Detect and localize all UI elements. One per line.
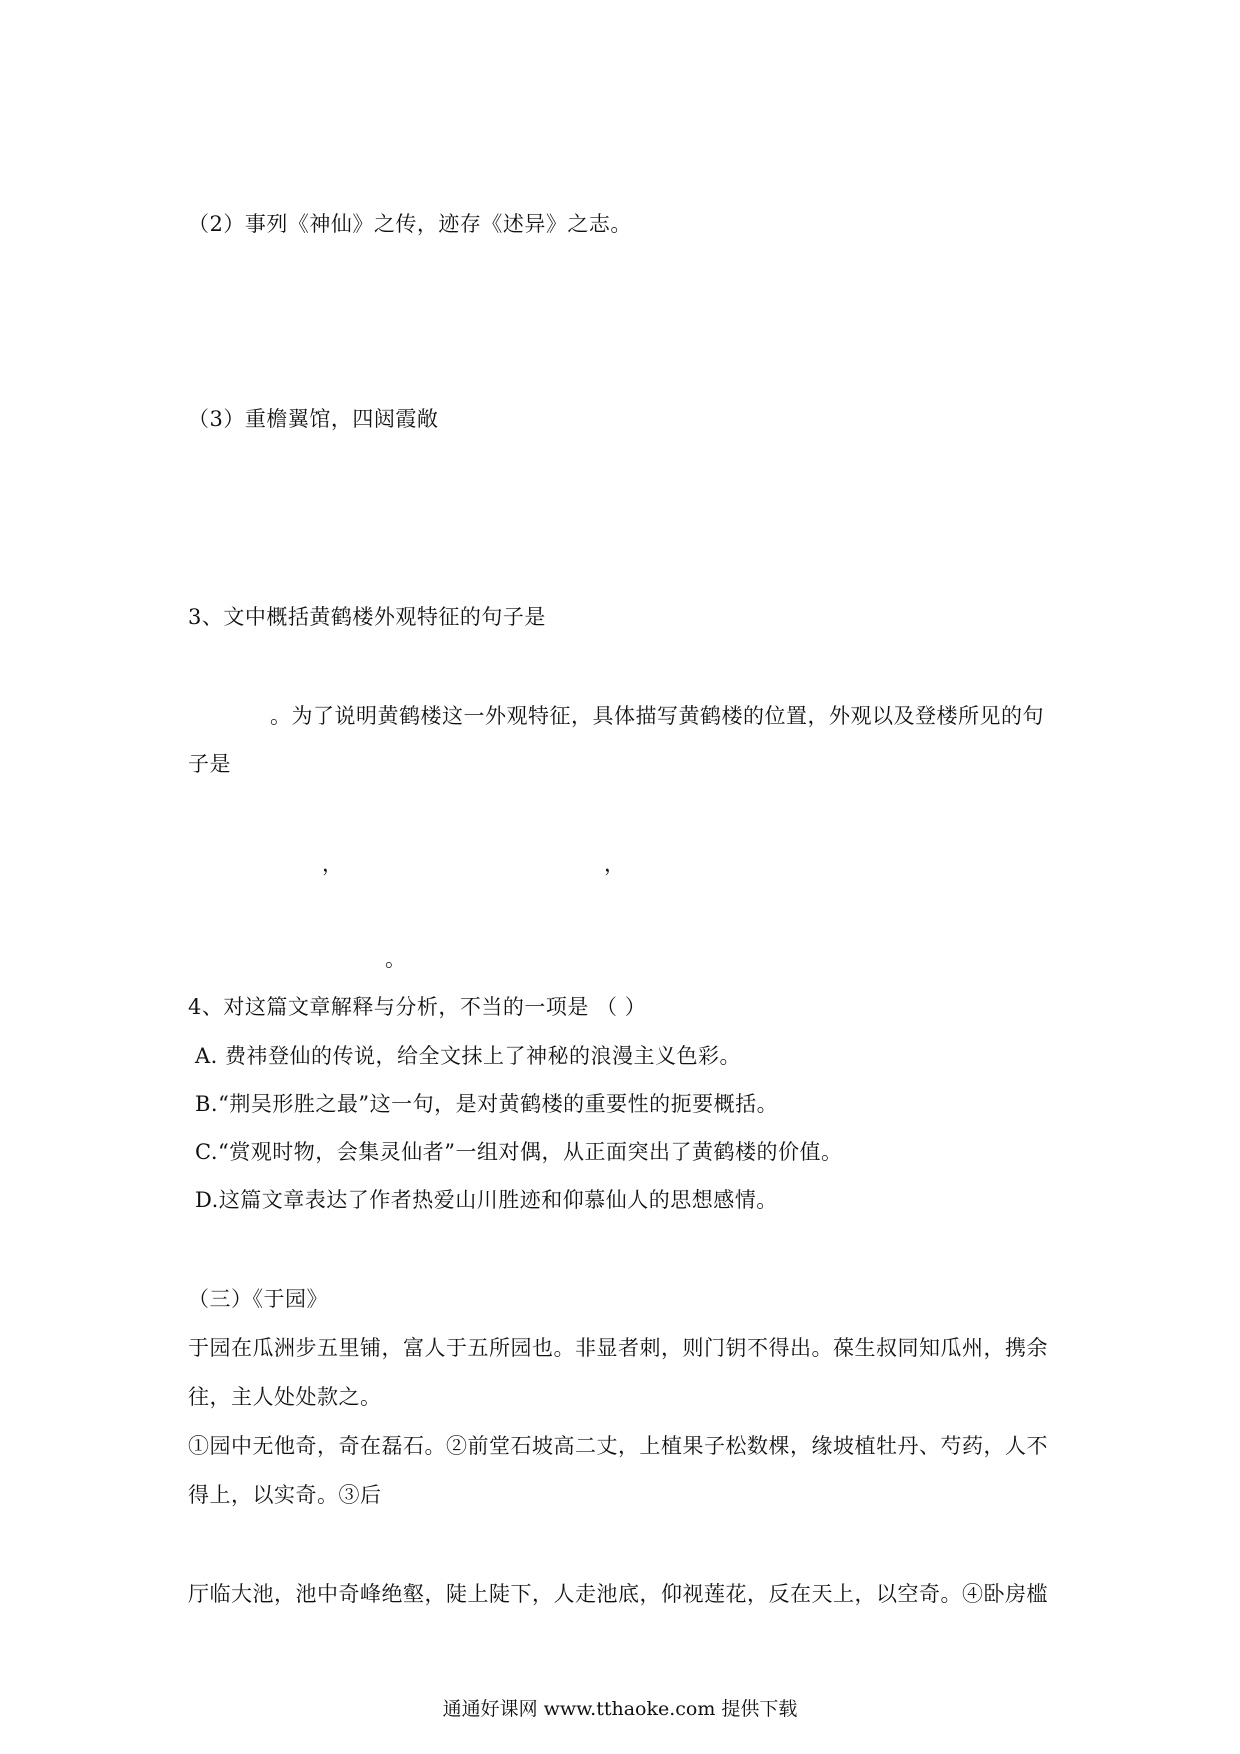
- question-2-item-2: （2）事列《神仙》之传，迹存《述异》之志。: [188, 212, 632, 236]
- section-3-heading: （三）《于园》: [188, 1287, 328, 1311]
- question-3-continuation-2: 子是: [188, 752, 231, 776]
- page-footer: 通通好课网 www.tthaoke.com 提供下载: [442, 1698, 798, 1720]
- question-3-prompt: 3、文中概括黄鹤楼外观特征的句子是: [188, 605, 546, 629]
- answer-blank-comma-1: ，: [322, 852, 343, 876]
- question-4-option-b: B.“荆吴形胜之最”这一句，是对黄鹤楼的重要性的扼要概括。: [195, 1092, 779, 1116]
- question-4-option-c: C.“赏观时物，会集灵仙者”一组对偶，从正面突出了黄鹤楼的价值。: [195, 1140, 843, 1164]
- answer-blank-comma-2: ，: [604, 852, 625, 876]
- answer-blank-period: 。: [385, 947, 406, 971]
- question-4-option-a: A. 费祎登仙的传说，给全文抹上了神秘的浪漫主义色彩。: [195, 1044, 742, 1068]
- question-4-stem: 4、对这篇文章解释与分析，不当的一项是 （ ）: [188, 995, 647, 1019]
- question-4-option-d: D.这篇文章表达了作者热爱山川胜迹和仰慕仙人的思想感情。: [195, 1188, 778, 1212]
- section-3-paragraph-line-1: 于园在瓜洲步五里铺，富人于五所园也。非显者刺，则门钥不得出。葆生叔同知瓜州，携余: [188, 1336, 1048, 1360]
- question-2-item-3: （3）重檐翼馆，四闼霞敞: [188, 407, 439, 431]
- section-3-paragraph-line-4: 得上，以实奇。③后: [188, 1483, 382, 1507]
- section-3-paragraph-line-3: ①园中无他奇，奇在磊石。②前堂石坡高二丈，上植果子松数棵，缘坡植牡丹、芍药，人不: [188, 1434, 1048, 1458]
- section-3-paragraph-line-2: 往，主人处处款之。: [188, 1385, 382, 1409]
- question-3-continuation: 。为了说明黄鹤楼这一外观特征，具体描写黄鹤楼的位置，外观以及登楼所见的句: [270, 704, 1044, 728]
- section-3-paragraph-line-5: 厅临大池，池中奇峰绝壑，陡上陡下，人走池底，仰视莲花，反在天上，以空奇。④卧房槛: [188, 1582, 1048, 1606]
